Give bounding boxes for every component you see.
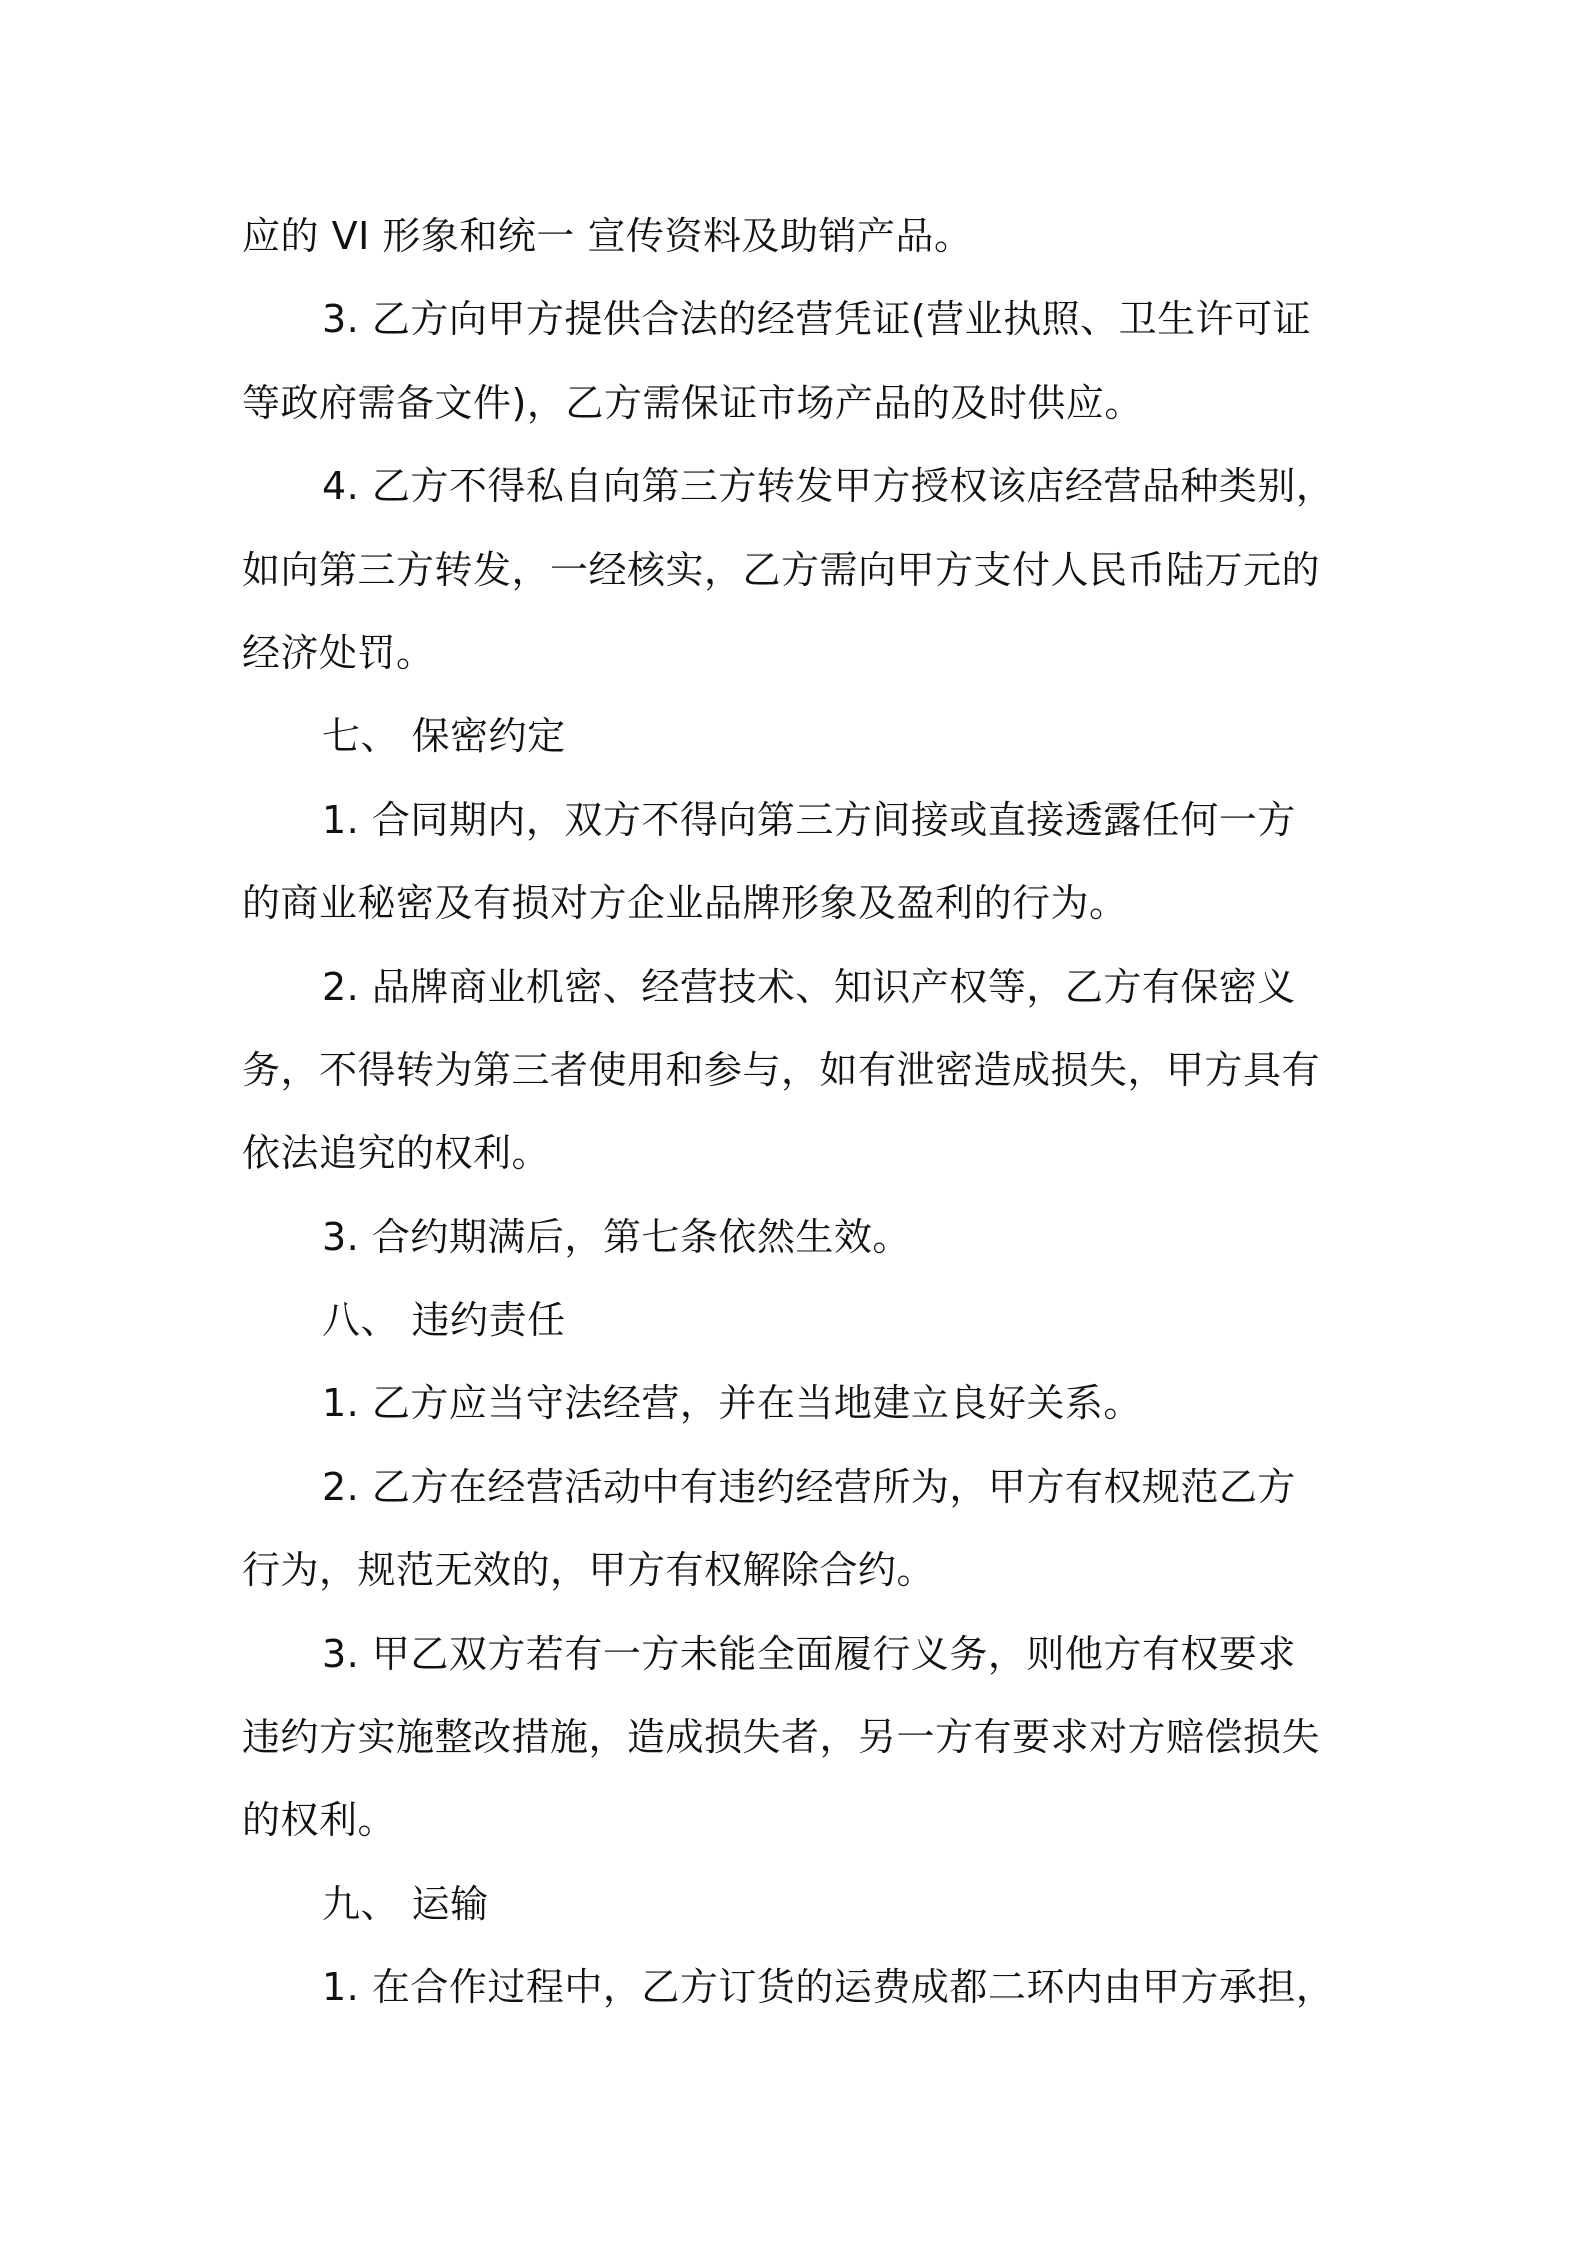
text-line: 的权利。: [242, 1798, 397, 1843]
text-line: 经济处罚。: [242, 630, 435, 675]
text-line: 3. 乙方向甲方提供合法的经营凭证(营业执照、卫生许可证: [322, 297, 1312, 342]
text-line: 违约方实施整改措施，造成损失者，另一方有要求对方赔偿损失: [242, 1715, 1321, 1760]
text-line: 依法追究的权利。: [242, 1131, 551, 1176]
text-line: 应的 VI 形象和统一 宣传资料及助销产品。: [242, 214, 973, 258]
text-line: 1. 合同期内，双方不得向第三方间接或直接透露任何一方: [322, 797, 1296, 842]
text-line: 行为，规范无效的，甲方有权解除合约。: [242, 1548, 936, 1593]
text-line: 等政府需备文件)，乙方需保证市场产品的及时供应。: [242, 380, 1143, 425]
text-line: 2. 品牌商业机密、经营技术、知识产权等，乙方有保密义: [322, 964, 1296, 1009]
text-line: 1. 乙方应当守法经营，并在当地建立良好关系。: [322, 1381, 1142, 1426]
text-line: 4. 乙方不得私自向第三方转发甲方授权该店经营品种类别，: [322, 464, 1335, 509]
text-line: 八、 违约责任: [322, 1298, 566, 1343]
text-line: 2. 乙方在经营活动中有违约经营所为，甲方有权规范乙方: [322, 1464, 1296, 1509]
text-line: 1. 在合作过程中，乙方订货的运费成都二环内由甲方承担，: [322, 1965, 1335, 2010]
text-line: 如向第三方转发，一经核实，乙方需向甲方支付人民币陆万元的: [242, 547, 1321, 592]
text-line: 九、 运输: [322, 1881, 489, 1926]
text-line: 七、 保密约定: [322, 714, 566, 759]
text-line: 3. 甲乙双方若有一方未能全面履行义务，则他方有权要求: [322, 1631, 1296, 1676]
text-line: 3. 合约期满后，第七条依然生效。: [322, 1214, 911, 1259]
text-line: 务，不得转为第三者使用和参与，如有泄密造成损失，甲方具有: [242, 1047, 1321, 1092]
document-body: [242, 195, 1352, 2030]
text-line: 的商业秘密及有损对方企业品牌形象及盈利的行为。: [242, 881, 1128, 926]
